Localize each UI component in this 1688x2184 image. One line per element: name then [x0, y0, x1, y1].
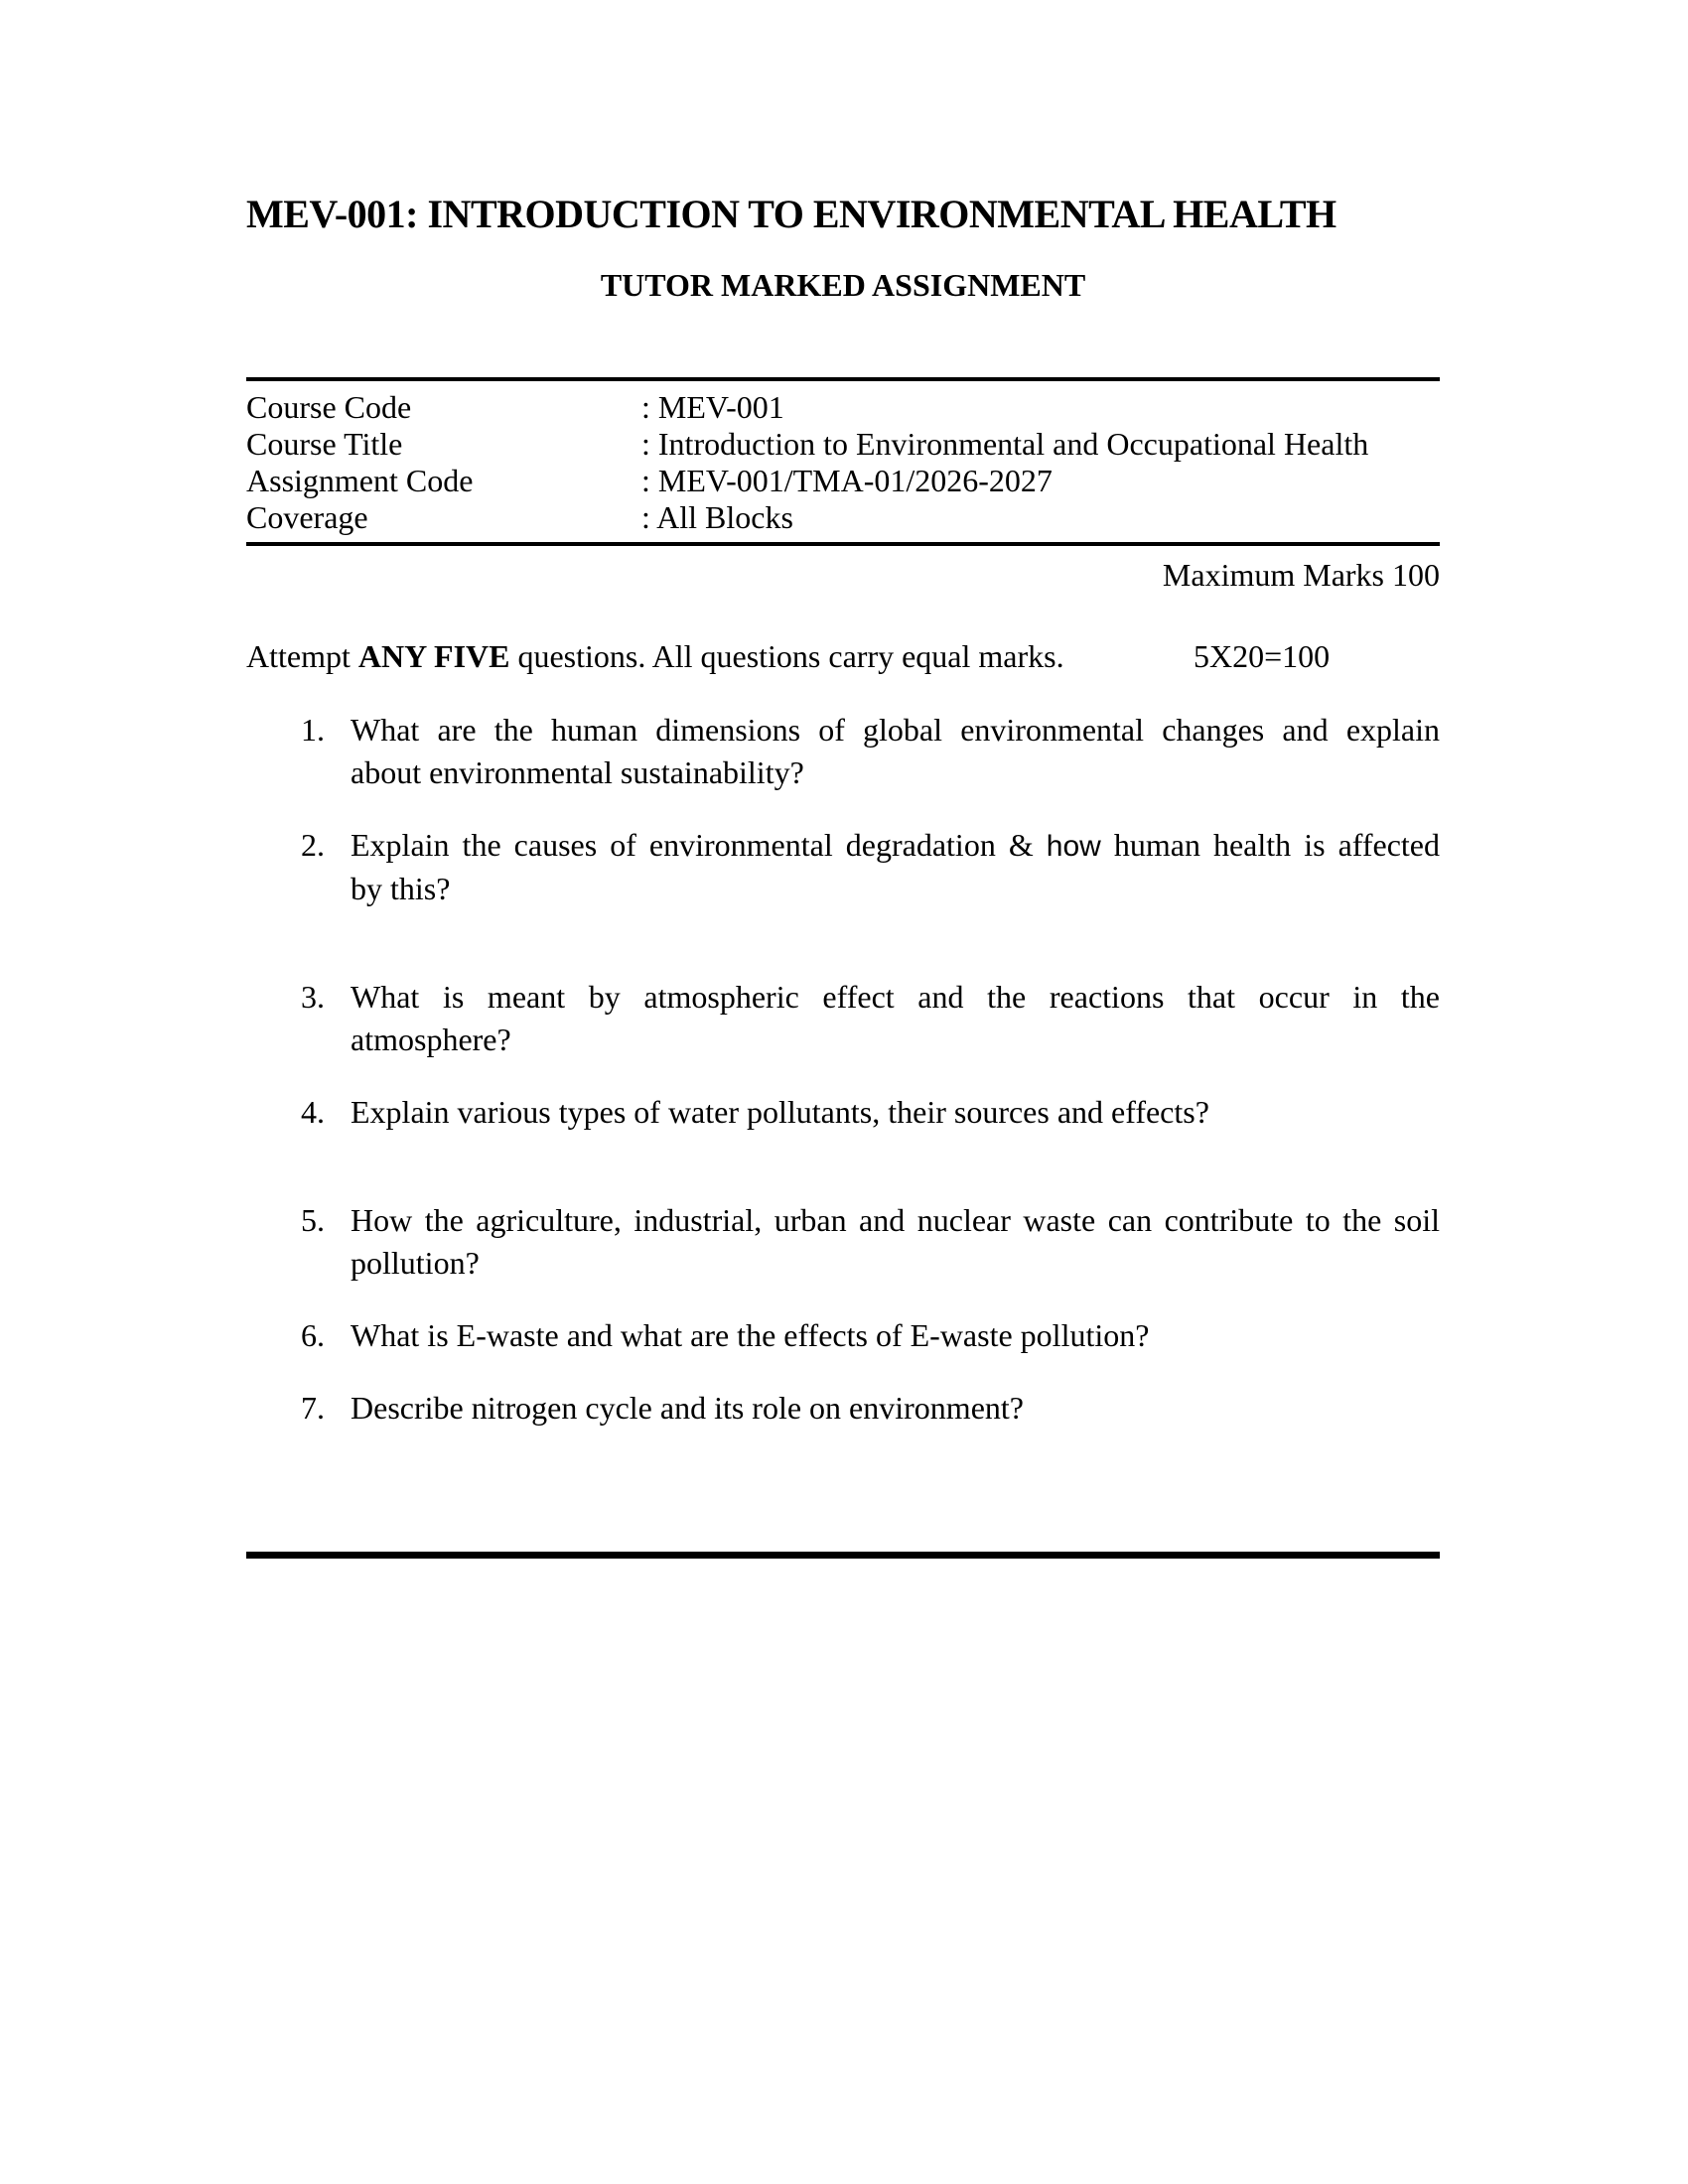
table-row-coverage: [246, 499, 1440, 536]
question-line: What are the human dimensions of global environmental changes and explain: [351, 712, 1440, 748]
question-segment: human health is affected: [1100, 827, 1441, 863]
question-line: pollution?: [351, 1245, 480, 1281]
table-row-course-title: [246, 426, 1440, 463]
question-text: [351, 824, 1440, 910]
question-number: 2.: [301, 827, 325, 863]
page-title: MEV-001: INTRODUCTION TO ENVIRONMENTAL HEALTH: [246, 192, 1336, 236]
question-item-7: [301, 1387, 1440, 1430]
question-number: 3.: [301, 979, 325, 1015]
table-row-assignment-code: [246, 463, 1440, 499]
row-label: Course Title: [246, 426, 403, 462]
instruction-any-five: ANY FIVE: [357, 638, 510, 674]
question-text: [351, 1387, 1440, 1430]
question-line: What is meant by atmospheric effect and the reactions that occur in the: [351, 979, 1440, 1015]
question-item-5: [301, 1199, 1440, 1285]
question-number: 6.: [301, 1317, 325, 1353]
question-item-2: [301, 824, 1440, 910]
question-text: [351, 1199, 1440, 1285]
question-item-4: [301, 1091, 1440, 1134]
row-label: Assignment Code: [246, 463, 474, 498]
question-number: 4.: [301, 1094, 325, 1130]
question-item-6: [301, 1314, 1440, 1357]
question-line: about environmental sustainability?: [351, 754, 804, 790]
question-line: How the agriculture, industrial, urban and nuclear waste can contribute to the soil: [351, 1202, 1440, 1238]
question-line: Explain various types of water pollutants, their sources and effects?: [351, 1094, 1209, 1130]
question-line: atmosphere?: [351, 1022, 511, 1057]
question-text: [351, 976, 1440, 1061]
question-item-3: [301, 976, 1440, 1061]
row-value: : Introduction to Environmental and Occupational Health: [641, 426, 1369, 462]
instruction-suffix: questions. All questions carry equal marks.: [509, 638, 1064, 674]
course-info-table: [246, 377, 1440, 546]
row-label: Course Code: [246, 389, 412, 425]
page-subtitle: TUTOR MARKED ASSIGNMENT: [600, 267, 1086, 303]
question-line: Describe nitrogen cycle and its role on environment?: [351, 1390, 1024, 1426]
row-value: : All Blocks: [641, 499, 793, 535]
row-label: Coverage: [246, 499, 368, 535]
question-segment-sans: how: [1046, 830, 1101, 863]
instruction-line: [246, 637, 1440, 675]
question-line: [351, 824, 1440, 868]
question-text: [351, 1091, 1440, 1134]
question-line: by this?: [351, 871, 451, 906]
question-number: 1.: [301, 712, 325, 748]
instruction-prefix: Attempt: [246, 638, 358, 674]
question-item-1: [301, 709, 1440, 794]
question-segment: Explain the causes of environmental degradation &: [351, 827, 1047, 863]
marks-formula: 5X20=100: [1194, 638, 1331, 674]
row-value: : MEV-001: [641, 389, 784, 425]
footer-divider-line: [246, 1552, 1440, 1559]
question-number: 7.: [301, 1390, 325, 1426]
question-line: What is E-waste and what are the effects of E-waste pollution?: [351, 1317, 1150, 1353]
document-content: [0, 191, 1688, 1430]
table-row-course-code: [246, 389, 1440, 426]
max-marks-label: Maximum Marks 100: [1162, 557, 1440, 593]
question-number: 5.: [301, 1202, 325, 1238]
question-list: [246, 709, 1440, 1430]
question-text: [351, 1314, 1440, 1357]
question-text: [351, 709, 1440, 794]
row-value: : MEV-001/TMA-01/2026-2027: [641, 463, 1053, 498]
